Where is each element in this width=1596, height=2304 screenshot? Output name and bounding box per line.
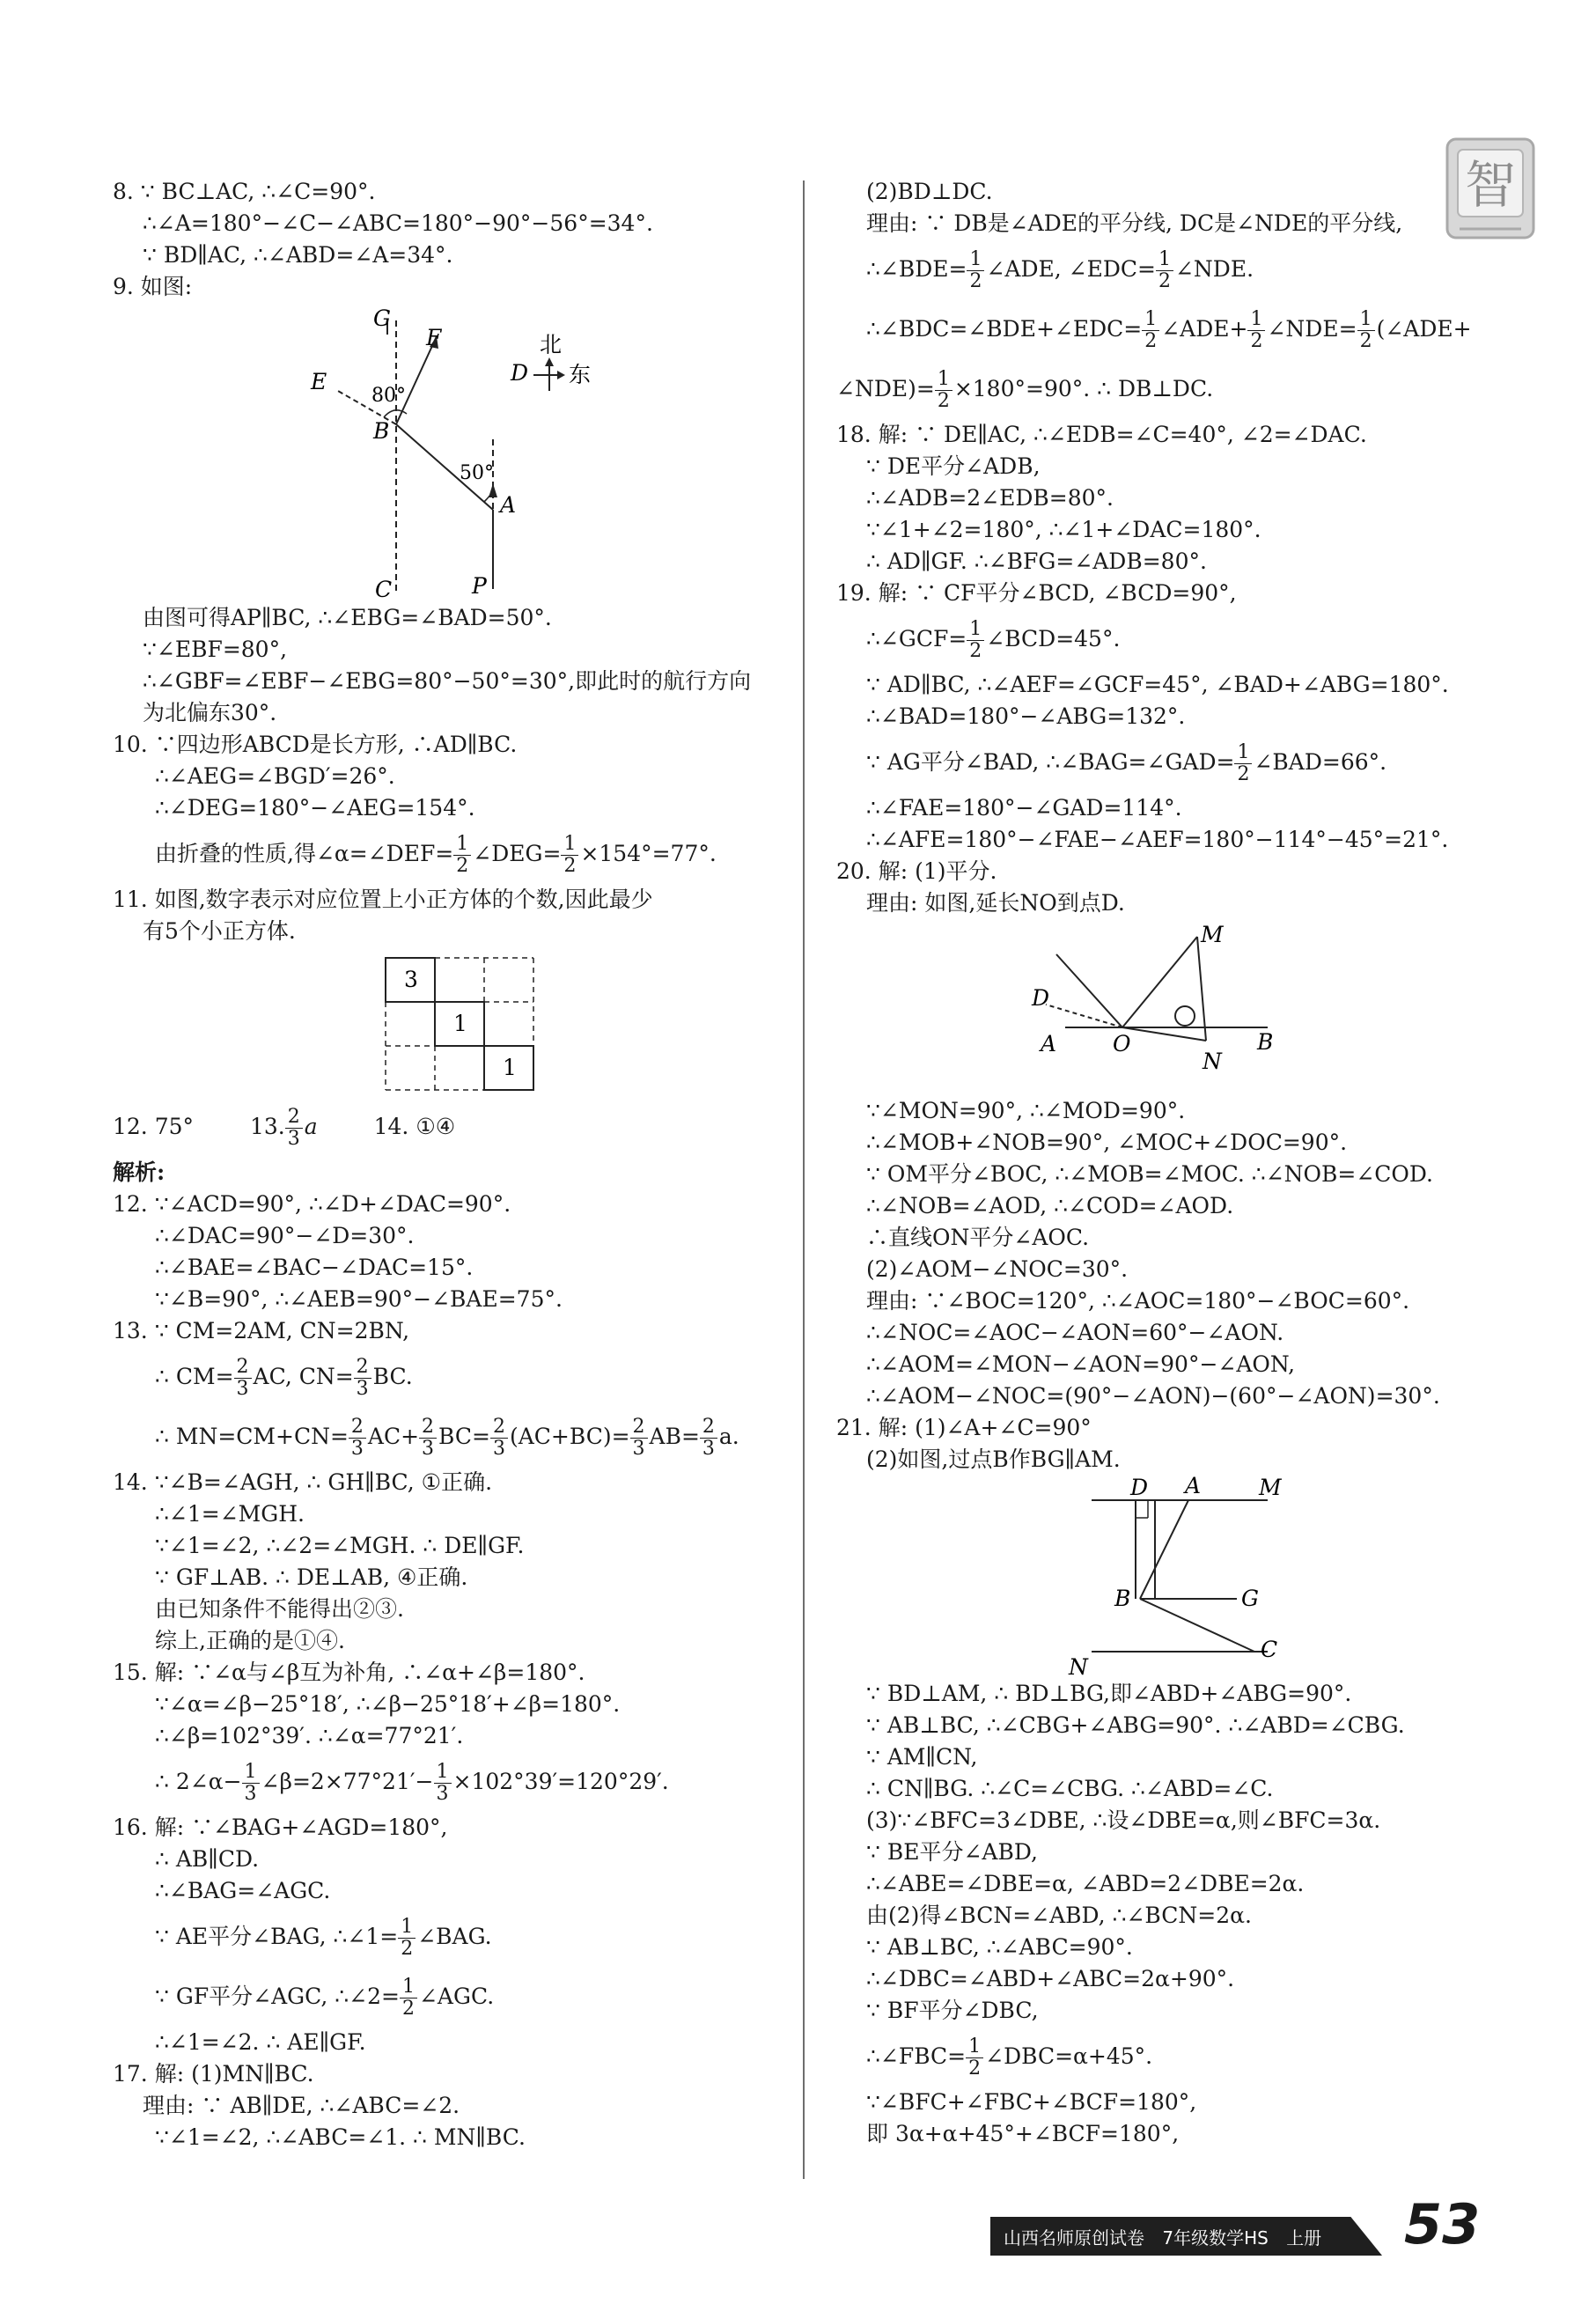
label-N: N xyxy=(1203,1049,1222,1074)
numerator: 1 xyxy=(453,834,471,856)
formula-line xyxy=(113,1907,782,1967)
numerator: 1 xyxy=(967,249,984,271)
formula-text: ∠NDE. xyxy=(1174,256,1254,282)
text-line: ∵∠1=∠2, ∴∠ABC=∠1. ∴ MN∥BC. xyxy=(155,2124,526,2150)
numerator: 2 xyxy=(490,1417,508,1439)
fraction xyxy=(1142,309,1159,352)
numerator: 1 xyxy=(1247,309,1265,331)
text-line: (2)如图,过点B作BG∥AM. xyxy=(866,1446,1121,1472)
text-line: ∵ DE平分∠ADB, xyxy=(866,453,1041,479)
formula-text: BC. xyxy=(372,1364,413,1389)
label-B: B xyxy=(373,418,390,444)
label-A: A xyxy=(500,492,517,518)
formula-line xyxy=(113,824,782,884)
numerator: 2 xyxy=(234,1357,252,1379)
text-line: ∴直线ON平分∠AOC. xyxy=(866,1225,1090,1250)
formula-text: ∠β=2×77°21′− xyxy=(261,1769,434,1794)
text-line: 由已知条件不能得出②③. xyxy=(155,1596,404,1622)
formula-line xyxy=(113,1347,782,1407)
figure-11-grid xyxy=(113,947,782,1097)
text-line: 理由: 如图,延长NO到点D. xyxy=(866,890,1125,916)
formula-text: AC, CN= xyxy=(253,1364,354,1389)
volume-label: 上册 xyxy=(1286,2227,1322,2249)
text-line: ∵ GF⊥AB. ∴ DE⊥AB, ④正确. xyxy=(155,1564,468,1590)
text-line: ∴∠BAD=180°−∠ABG=132°. xyxy=(866,703,1186,729)
analysis-heading: 解析: xyxy=(113,1159,165,1185)
right-column xyxy=(836,176,1514,2150)
answer-21 xyxy=(836,1412,1514,2150)
formula-text: ∠BAD=66°. xyxy=(1254,749,1387,775)
text-line: (2)∠AOM−∠NOC=30°. xyxy=(866,1256,1129,1282)
label-B: B xyxy=(1114,1586,1131,1611)
formula-text: ∠NDE= xyxy=(1267,316,1357,342)
answer-13-short: 13. xyxy=(249,1114,285,1139)
text-line: 理由: ∵ AB∥DE, ∴∠ABC=∠2. xyxy=(143,2093,460,2118)
text-line: ∴∠AEG=∠BGD′=26°. xyxy=(155,763,395,789)
text-line: ∵ BF平分∠DBC, xyxy=(866,1998,1039,2023)
numerator: 2 xyxy=(349,1417,366,1439)
denominator: 3 xyxy=(436,1783,449,1805)
text-line: 10. ∵四边形ABCD是长方形, ∴AD∥BC. xyxy=(113,732,518,757)
label-D: D xyxy=(1032,985,1050,1011)
text-line: 21. 解: (1)∠A+∠C=90° xyxy=(836,1415,1092,1440)
denominator: 2 xyxy=(969,640,982,662)
text-line: ∴∠ADB=2∠EDB=80°. xyxy=(866,485,1114,511)
answer-19 xyxy=(836,578,1514,856)
page-number: 53 xyxy=(1404,2192,1481,2256)
analysis-13 xyxy=(113,1315,782,1467)
formula-line xyxy=(113,1752,782,1812)
fraction xyxy=(967,619,984,662)
text-line: ∵ BD⊥AM, ∴ BD⊥BG,即∠ABD+∠ABG=90°. xyxy=(866,1681,1352,1706)
formula-line xyxy=(836,299,1514,359)
formula-text: ×102°39′=120°29′. xyxy=(452,1769,669,1794)
answer-11 xyxy=(113,884,782,1097)
label-F: F xyxy=(426,325,442,350)
fraction xyxy=(700,1417,717,1460)
label-D: D xyxy=(511,360,529,386)
formula-text: ∴ 2∠α− xyxy=(155,1769,242,1794)
text-line: ∵ OM平分∠BOC, ∴∠MOB=∠MOC. ∴∠NOB=∠COD. xyxy=(866,1161,1434,1187)
label-A: A xyxy=(1185,1476,1202,1498)
fraction xyxy=(400,1976,417,2020)
numerator: 1 xyxy=(242,1762,260,1784)
formula-text: ×180°=90°. ∴ DB⊥DC. xyxy=(953,376,1214,401)
numerator: 1 xyxy=(1142,309,1159,331)
fraction xyxy=(285,1107,303,1150)
text-line: 13. ∵ CM=2AM, CN=2BN, xyxy=(113,1318,410,1343)
text-line: 8. ∵ BC⊥AC, ∴∠C=90°. xyxy=(113,179,376,204)
grade-label: 7年级数学HS xyxy=(1162,2227,1269,2249)
formula-line xyxy=(836,359,1514,419)
answers-12-14 xyxy=(113,1097,782,1157)
fraction xyxy=(966,2036,983,2079)
text-line: 9. 如图: xyxy=(113,274,193,299)
fraction xyxy=(561,834,578,877)
denominator: 2 xyxy=(401,1998,415,2020)
numerator: 1 xyxy=(400,1976,417,1999)
label-D: D xyxy=(1130,1476,1149,1500)
text-line: ∵ AB⊥BC, ∴∠ABC=90°. xyxy=(866,1934,1133,1960)
text-line: ∵ BE平分∠ABD, xyxy=(866,1839,1038,1865)
text-line: 有5个小正方体. xyxy=(143,918,296,944)
text-line: ∴∠DEG=180°−∠AEG=154°. xyxy=(155,795,475,821)
label-P: P xyxy=(472,573,487,599)
text-line: (2)BD⊥DC. xyxy=(866,179,993,204)
formula-text: ∠NDE)= xyxy=(836,376,935,401)
formula-text: ∴∠FBC= xyxy=(866,2043,967,2069)
text-line: ∴ AD∥GF. ∴∠BFG=∠ADB=80°. xyxy=(866,548,1207,574)
column-divider xyxy=(803,180,805,2179)
label-C: C xyxy=(1261,1637,1278,1662)
answer-17-part2 xyxy=(836,176,1514,419)
denominator: 2 xyxy=(969,270,982,292)
text-line: ∴∠NOB=∠AOD, ∴∠COD=∠AOD. xyxy=(866,1193,1234,1218)
text-line: 20. 解: (1)平分. xyxy=(836,858,997,884)
denominator: 3 xyxy=(492,1438,505,1460)
fraction xyxy=(354,1357,371,1400)
text-line: ∵∠B=90°, ∴∠AEB=90°−∠BAE=75°. xyxy=(155,1286,563,1312)
text-line: ∵∠1+∠2=180°, ∴∠1+∠DAC=180°. xyxy=(866,517,1261,542)
text-line: ∴ AB∥CD. xyxy=(155,1846,260,1872)
text-line: ∴∠ABE=∠DBE=α, ∠ABD=2∠DBE=2α. xyxy=(866,1871,1305,1896)
fraction xyxy=(1247,309,1265,352)
grid-cell-value: 3 xyxy=(404,967,418,992)
formula-text: BC= xyxy=(438,1424,490,1449)
fraction xyxy=(630,1417,648,1460)
text-line: ∴∠A=180°−∠C−∠ABC=180°−90°−56°=34°. xyxy=(143,210,653,236)
book-title: 山西名师原创试卷 xyxy=(1004,2227,1144,2249)
text-line: ∴∠BAE=∠BAC−∠DAC=15°. xyxy=(155,1255,474,1280)
numerator: 2 xyxy=(630,1417,648,1439)
answer-14-short: 14. ①④ xyxy=(373,1114,456,1139)
text-line: ∴∠NOC=∠AOC−∠AON=60°−∠AON. xyxy=(866,1320,1284,1345)
text-line: ∴∠DBC=∠ABD+∠ABC=2α+90°. xyxy=(866,1966,1235,1991)
formula-text: ∠AGC. xyxy=(418,1984,495,2009)
fraction xyxy=(935,369,952,412)
fraction xyxy=(242,1762,260,1805)
denominator: 2 xyxy=(401,1938,414,1960)
formula-text: ∠DBC=α+45°. xyxy=(985,2043,1153,2069)
denominator: 3 xyxy=(287,1128,300,1150)
numerator: 1 xyxy=(967,619,984,641)
denominator: 2 xyxy=(1144,330,1158,352)
answer-10 xyxy=(113,729,782,884)
denominator: 2 xyxy=(563,855,577,877)
denominator: 2 xyxy=(1359,330,1372,352)
formula-text: ∠DEG= xyxy=(473,841,562,866)
numerator: 1 xyxy=(935,369,952,391)
text-line: 15. 解: ∵∠α与∠β互为补角, ∴∠α+∠β=180°. xyxy=(113,1660,585,1685)
answer-16 xyxy=(113,1812,782,2058)
denominator: 3 xyxy=(702,1438,715,1460)
fraction xyxy=(490,1417,508,1460)
text-line: ∴∠MOB+∠NOB=90°, ∠MOC+∠DOC=90°. xyxy=(866,1130,1348,1155)
text-line: ∴∠FAE=180°−∠GAD=114°. xyxy=(866,795,1182,821)
formula-text: ∴∠BDC=∠BDE+∠EDC= xyxy=(866,316,1143,342)
numerator: 1 xyxy=(434,1762,452,1784)
numerator: 2 xyxy=(700,1417,717,1439)
label-G: G xyxy=(373,305,391,331)
text-line: 由图可得AP∥BC, ∴∠EBG=∠BAD=50°. xyxy=(143,605,552,630)
text-line: ∵∠α=∠β−25°18′, ∴∠β−25°18′+∠β=180°. xyxy=(155,1691,621,1717)
figure-20-diagram xyxy=(836,919,1514,1095)
text-line: 18. 解: ∵ DE∥AC, ∴∠EDB=∠C=40°, ∠2=∠DAC. xyxy=(836,422,1367,447)
text-line: 理由: ∵∠BOC=120°, ∴∠AOC=180°−∠BOC=60°. xyxy=(866,1288,1410,1314)
text-line: ∵∠BFC+∠FBC+∠BCF=180°, xyxy=(866,2089,1197,2115)
denominator: 3 xyxy=(422,1438,435,1460)
text-line: ∴∠1=∠MGH. xyxy=(155,1501,305,1527)
denominator: 3 xyxy=(632,1438,645,1460)
formula-text: ∠ADE, ∠EDC= xyxy=(986,256,1156,282)
formula-text: ∵ AE平分∠BAG, ∴∠1= xyxy=(155,1924,399,1949)
fraction xyxy=(349,1417,366,1460)
numerator: 2 xyxy=(285,1107,303,1129)
numerator: 1 xyxy=(966,2036,983,2058)
label-G: G xyxy=(1241,1586,1259,1611)
formula-text: ∠ADE+ xyxy=(1161,316,1248,342)
label-C: C xyxy=(375,577,393,602)
numerator: 2 xyxy=(419,1417,437,1439)
formula-line xyxy=(113,1967,782,2027)
formula-text: ∴∠GCF= xyxy=(866,626,967,651)
formula-line xyxy=(836,609,1514,669)
footer-text xyxy=(1004,2224,1321,2249)
numerator: 1 xyxy=(1234,742,1252,764)
formula-line xyxy=(113,1407,782,1467)
text-line: ∴∠AOM−∠NOC=(90°−∠AON)−(60°−∠AON)=30°. xyxy=(866,1383,1440,1409)
answer-8 xyxy=(113,176,782,271)
figure-9-diagram xyxy=(113,303,782,602)
numerator: 2 xyxy=(354,1357,371,1379)
label-B: B xyxy=(1257,1029,1274,1055)
denominator: 2 xyxy=(1237,763,1250,785)
left-column xyxy=(113,176,782,2153)
text-line: 17. 解: (1)MN∥BC. xyxy=(113,2061,314,2087)
angle-50-label: 50° xyxy=(460,462,494,484)
answer-18 xyxy=(836,419,1514,578)
formula-text: ∵ GF平分∠AGC, ∴∠2= xyxy=(155,1984,400,2009)
formula-text: (∠ADE+ xyxy=(1376,316,1472,342)
angle-80-label: 80° xyxy=(371,385,406,407)
denominator: 3 xyxy=(350,1438,364,1460)
text-line: 综上,正确的是①④. xyxy=(155,1628,345,1653)
fraction xyxy=(434,1762,452,1805)
denominator: 3 xyxy=(244,1783,257,1805)
fraction xyxy=(419,1417,437,1460)
denominator: 2 xyxy=(456,855,469,877)
formula-text: AC+ xyxy=(367,1424,420,1449)
text-line: ∵∠EBF=80°, xyxy=(143,637,288,662)
label-O: O xyxy=(1113,1031,1131,1056)
answer-20 xyxy=(836,856,1514,1412)
label-M: M xyxy=(1259,1476,1282,1500)
denominator: 2 xyxy=(1158,270,1171,292)
text-line: ∵ AD∥BC, ∴∠AEF=∠GCF=45°, ∠BAD+∠ABG=180°. xyxy=(866,672,1449,697)
analysis-14 xyxy=(113,1467,782,1657)
fraction xyxy=(453,834,471,877)
formula-text: ∠BCD=45°. xyxy=(986,626,1121,651)
formula-text: a xyxy=(304,1114,318,1139)
analysis-12 xyxy=(113,1189,782,1315)
answer-17 xyxy=(113,2058,782,2153)
formula-text: ∴∠BDE= xyxy=(866,256,967,282)
north-label: 北 xyxy=(540,332,563,357)
fraction xyxy=(967,249,984,292)
formula-text: ∴ CM= xyxy=(155,1364,234,1389)
text-line: ∴∠DAC=90°−∠D=30°. xyxy=(155,1223,415,1248)
grid-cell-value: 1 xyxy=(503,1055,517,1080)
fraction xyxy=(1357,309,1375,352)
text-line: ∵∠1=∠2, ∴∠2=∠MGH. ∴ DE∥GF. xyxy=(155,1533,525,1558)
text-line: ∴∠AFE=180°−∠FAE−∠AEF=180°−114°−45°=21°. xyxy=(866,827,1449,852)
text-line: ∴∠β=102°39′. ∴∠α=77°21′. xyxy=(155,1723,464,1748)
numerator: 1 xyxy=(1357,309,1375,331)
label-E: E xyxy=(311,369,327,394)
text-line: 12. ∵∠ACD=90°, ∴∠D+∠DAC=90°. xyxy=(113,1191,511,1217)
formula-text: a. xyxy=(718,1424,739,1449)
text-line: ∴∠1=∠2. ∴ AE∥GF. xyxy=(155,2029,366,2055)
text-line: ∵ BD∥AC, ∴∠ABD=∠A=34°. xyxy=(143,242,453,268)
denominator: 2 xyxy=(937,390,950,412)
text-line: (3)∵∠BFC=3∠DBE, ∴设∠DBE=α,则∠BFC=3α. xyxy=(866,1807,1381,1833)
text-line: ∵ AM∥CN, xyxy=(866,1744,978,1770)
formula-line xyxy=(836,2027,1514,2087)
text-line: 14. ∵∠B=∠AGH, ∴ GH∥BC, ①正确. xyxy=(113,1469,493,1495)
text-line: 为北偏东30°. xyxy=(143,700,277,725)
answer-15 xyxy=(113,1657,782,1812)
formula-text: (AC+BC)= xyxy=(509,1424,630,1449)
formula-text: ×154°=77°. xyxy=(580,841,717,866)
formula-text: ∵ AG平分∠BAD, ∴∠BAG=∠GAD= xyxy=(866,749,1235,775)
formula-line xyxy=(836,239,1514,299)
fraction xyxy=(398,1917,416,1960)
fraction xyxy=(1156,249,1173,292)
numerator: 1 xyxy=(561,834,578,856)
figure-21-diagram xyxy=(836,1476,1514,1678)
answer-9 xyxy=(113,271,782,729)
fraction xyxy=(234,1357,252,1400)
denominator: 2 xyxy=(1250,330,1263,352)
label-N: N xyxy=(1069,1654,1088,1678)
grid-cell-value: 1 xyxy=(453,1011,467,1036)
denominator: 2 xyxy=(968,2057,982,2079)
answer-12-short: 12. 75° xyxy=(113,1114,195,1139)
text-line: ∴∠BAG=∠AGC. xyxy=(155,1878,331,1903)
denominator: 3 xyxy=(236,1378,249,1400)
text-line: ∵ AB⊥BC, ∴∠CBG+∠ABG=90°. ∴∠ABD=∠CBG. xyxy=(866,1712,1405,1738)
numerator: 1 xyxy=(1156,249,1173,271)
text-line: ∴∠GBF=∠EBF−∠EBG=80°−50°=30°,即此时的航行方向 xyxy=(143,668,752,694)
text-line: 由(2)得∠BCN=∠ABD, ∴∠BCN=2α. xyxy=(866,1903,1252,1928)
text-line: 理由: ∵ DB是∠ADE的平分线, DC是∠NDE的平分线, xyxy=(866,210,1403,236)
denominator: 3 xyxy=(356,1378,369,1400)
formula-text: ∴ MN=CM+CN= xyxy=(155,1424,349,1449)
text-line: ∴ CN∥BG. ∴∠C=∠CBG. ∴∠ABD=∠C. xyxy=(866,1776,1274,1801)
label-M: M xyxy=(1201,922,1224,947)
formula-text: 由折叠的性质,得∠α=∠DEF= xyxy=(155,841,454,866)
formula-line xyxy=(836,732,1514,792)
text-line: 16. 解: ∵∠BAG+∠AGD=180°, xyxy=(113,1814,448,1840)
text-line: ∴∠AOM=∠MON−∠AON=90°−∠AON, xyxy=(866,1351,1296,1377)
text-line: ∵∠MON=90°, ∴∠MOD=90°. xyxy=(866,1098,1186,1123)
text-line: 即 3α+α+45°+∠BCF=180°, xyxy=(866,2121,1180,2146)
east-label: 东 xyxy=(569,362,592,387)
formula-text: AB= xyxy=(649,1424,700,1449)
numerator: 1 xyxy=(398,1917,416,1939)
logo-glyph: 智 xyxy=(1464,155,1517,215)
label-A: A xyxy=(1041,1031,1057,1056)
text-line: 19. 解: ∵ CF平分∠BCD, ∠BCD=90°, xyxy=(836,580,1237,606)
fraction xyxy=(1234,742,1252,785)
formula-text: ∠BAG. xyxy=(417,1924,492,1949)
text-line: 11. 如图,数字表示对应位置上小正方体的个数,因此最少 xyxy=(113,887,653,912)
